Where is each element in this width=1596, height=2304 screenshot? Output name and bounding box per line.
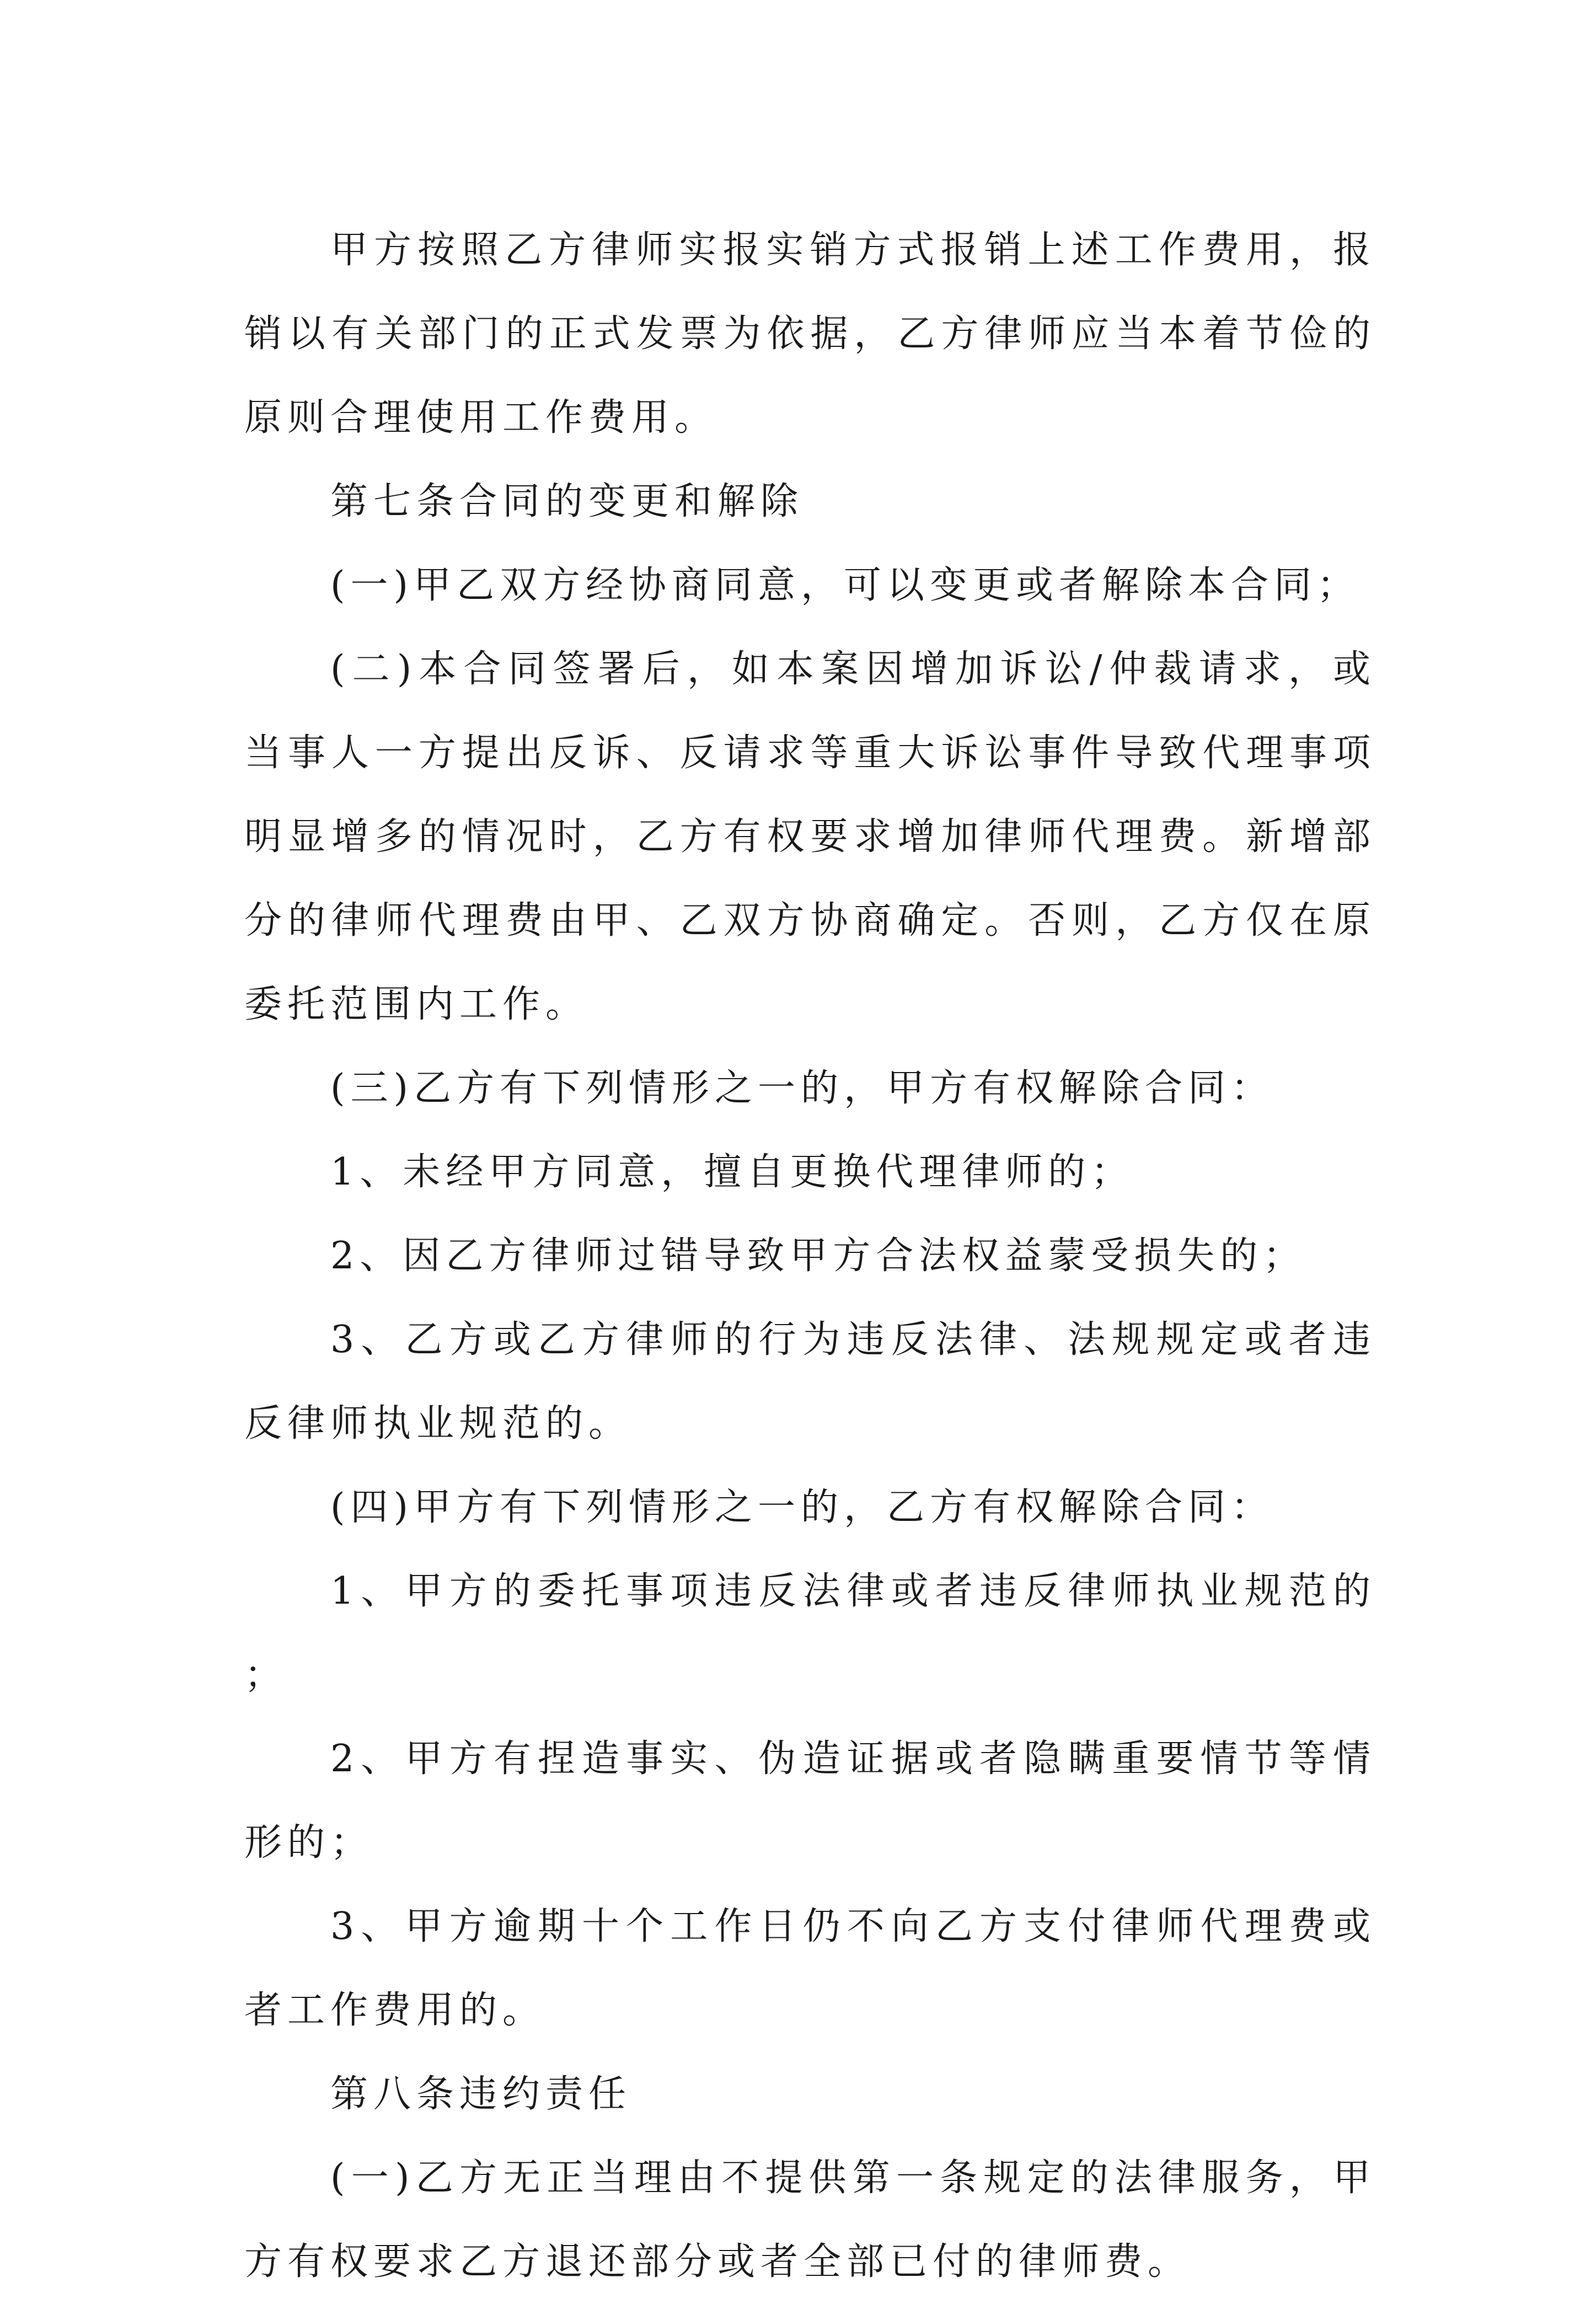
list-item-clause-3-1: 1、未经甲方同意，擅自更换代理律师的； <box>330 1150 1134 1194</box>
list-item-clause-4-1: 1、甲方的委托事项违反法律或者违反律师执业规范的； <box>244 1569 1376 1697</box>
list-item-clause-3-3: 3、乙方或乙方律师的行为违反法律、法规规定或者违反律师执业规范的。 <box>244 1318 1376 1445</box>
paragraph-article-7-clause-2: (二)本合同签署后，如本案因增加诉讼/仲裁请求，或当事人一方提出反诉、反请求等重大诉讼事件导致代理事项明显增多的情况时，乙方有权要求增加律师代理费。新增部分的律师代理费由甲、乙双方协商确定。否则，乙方仅在原委托范围内工作。 <box>244 647 1376 1026</box>
list-item-clause-3-2: 2、因乙方律师过错导致甲方合法权益蒙受损失的； <box>330 1234 1306 1278</box>
heading-article-8: 第八条违约责任 <box>330 2072 632 2116</box>
list-item-clause-4-2: 2、甲方有捏造事实、伪造证据或者隐瞒重要情节等情形的； <box>244 1737 1376 1864</box>
paragraph-article-7-clause-4: (四)甲方有下列情形之一的，乙方有权解除合同： <box>330 1486 1274 1529</box>
paragraph-article-7-clause-1: (一)甲乙双方经协商同意，可以变更或者解除本合同； <box>330 564 1361 607</box>
document-body <box>244 208 1376 2304</box>
list-item-clause-4-3: 3、甲方逾期十个工作日仍不向乙方支付律师代理费或者工作费用的。 <box>244 1905 1376 2032</box>
heading-article-7: 第七条合同的变更和解除 <box>330 480 804 523</box>
paragraph-expense-reimbursement: 甲方按照乙方律师实报实销方式报销上述工作费用，报销以有关部门的正式发票为依据，乙方律师应当本着节俭的原则合理使用工作费用。 <box>244 228 1376 440</box>
paragraph-article-8-clause-1: (一)乙方无正当理由不提供第一条规定的法律服务，甲方有权要求乙方退还部分或者全部已付的律师费。 <box>244 2156 1376 2284</box>
paragraph-article-7-clause-3: (三)乙方有下列情形之一的，甲方有权解除合同： <box>330 1067 1274 1110</box>
